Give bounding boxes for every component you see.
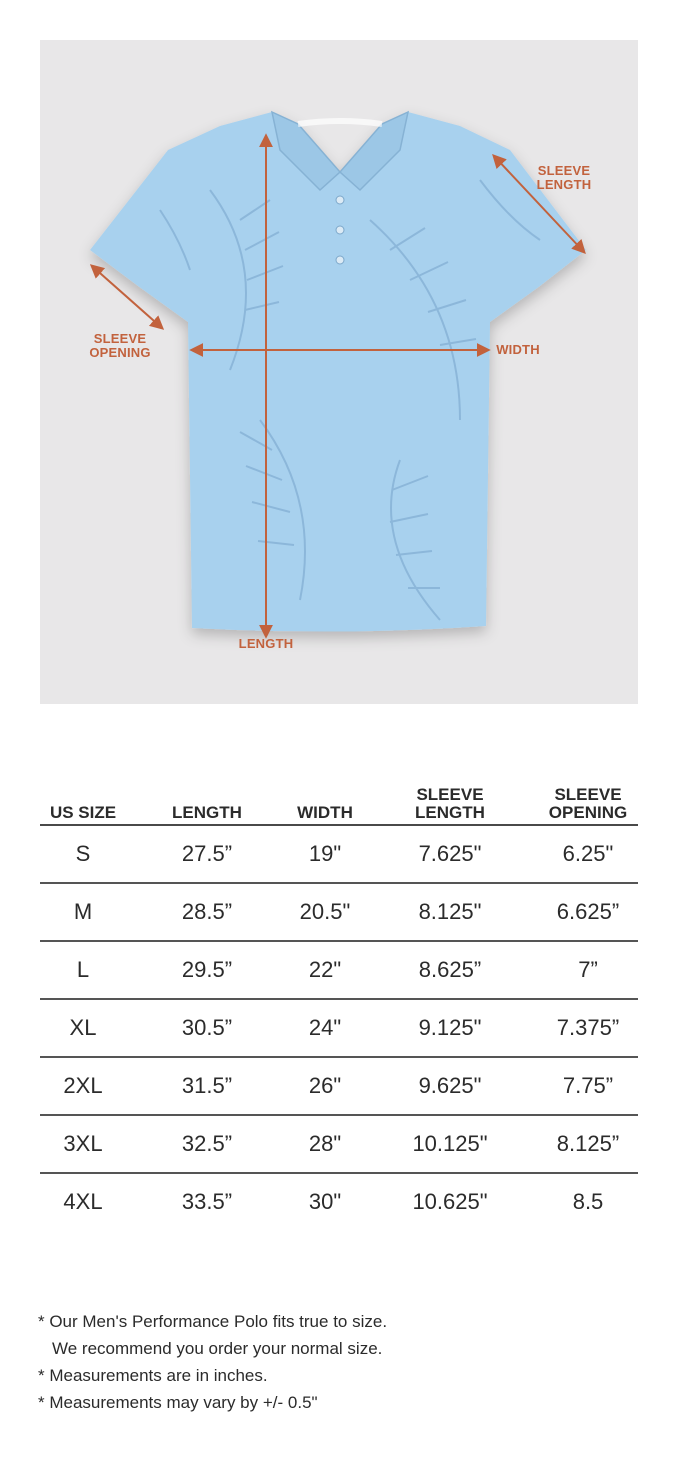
table-row	[40, 883, 638, 941]
shirt-body	[90, 112, 586, 632]
polo-shirt-illustration	[40, 40, 638, 704]
cell-sleeve-length: 9.625"	[362, 1057, 538, 1115]
cell-sleeve-length: 8.625”	[362, 941, 538, 999]
button	[336, 256, 344, 264]
cell-size: M	[40, 883, 126, 941]
sleeve-length-label: SLEEVE LENGTH	[536, 163, 592, 192]
table-row	[40, 941, 638, 999]
cell-size: L	[40, 941, 126, 999]
sleeve-opening-label: SLEEVE OPENING	[89, 331, 151, 360]
note-recommend: We recommend you order your normal size.	[52, 1339, 383, 1358]
header-sleeve-opening: SLEEVE OPENING	[538, 778, 638, 825]
button	[336, 226, 344, 234]
header-width: WIDTH	[288, 778, 362, 825]
cell-width: 20.5"	[288, 883, 362, 941]
cell-length: 27.5”	[126, 825, 288, 883]
width-label: WIDTH	[496, 342, 540, 357]
cell-size: 2XL	[40, 1057, 126, 1115]
cell-sleeve-length: 10.625"	[412, 1189, 488, 1214]
cell-length: 29.5”	[126, 941, 288, 999]
note-fit: * Our Men's Performance Polo fits true to size.	[38, 1312, 388, 1331]
cell-sleeve-length: 9.125"	[362, 999, 538, 1057]
cell-width: 24"	[288, 999, 362, 1057]
header-us-size: US SIZE	[40, 778, 126, 825]
cell-sleeve-opening: 6.625”	[538, 883, 638, 941]
cell-sleeve-opening: 6.25"	[538, 825, 638, 883]
cell-width: 26"	[288, 1057, 362, 1115]
table-row	[40, 1115, 638, 1173]
cell-length: 30.5”	[126, 999, 288, 1057]
table-header-row	[40, 778, 638, 825]
cell-size: 3XL	[40, 1115, 126, 1173]
cell-size: S	[40, 825, 126, 883]
note-variance: * Measurements may vary by +/- 0.5"	[38, 1393, 318, 1412]
cell-sleeve-opening: 7.75”	[538, 1057, 638, 1115]
cell-length: 28.5”	[126, 883, 288, 941]
cell-width: 19"	[288, 825, 362, 883]
length-label: LENGTH	[238, 636, 294, 651]
header-length: LENGTH	[126, 778, 288, 825]
cell-sleeve-opening: 7”	[538, 941, 638, 999]
cell-size: 4XL	[63, 1189, 103, 1214]
cell-sleeve-length: 10.125"	[362, 1115, 538, 1173]
cell-width: 30"	[308, 1189, 342, 1214]
cell-width: 22"	[288, 941, 362, 999]
cell-width: 28"	[288, 1115, 362, 1173]
shirt-diagram	[40, 40, 638, 704]
cell-sleeve-length: 7.625"	[362, 825, 538, 883]
cell-length: 31.5”	[126, 1057, 288, 1115]
header-sleeve-length: SLEEVE LENGTH	[362, 778, 538, 825]
table-row	[40, 1173, 638, 1230]
table-row	[40, 1057, 638, 1115]
fit-notes	[38, 1308, 387, 1416]
note-units: * Measurements are in inches.	[38, 1366, 268, 1385]
size-chart-table	[40, 778, 638, 1230]
cell-sleeve-opening: 7.375”	[538, 999, 638, 1057]
button	[336, 196, 344, 204]
table-row	[40, 825, 638, 883]
cell-length: 32.5”	[126, 1115, 288, 1173]
cell-sleeve-opening: 8.125”	[538, 1115, 638, 1173]
cell-length: 33.5”	[181, 1189, 233, 1214]
cell-size: XL	[40, 999, 126, 1057]
table-row	[40, 999, 638, 1057]
cell-sleeve-length: 8.125"	[362, 883, 538, 941]
cell-sleeve-opening: 8.5	[572, 1189, 604, 1214]
